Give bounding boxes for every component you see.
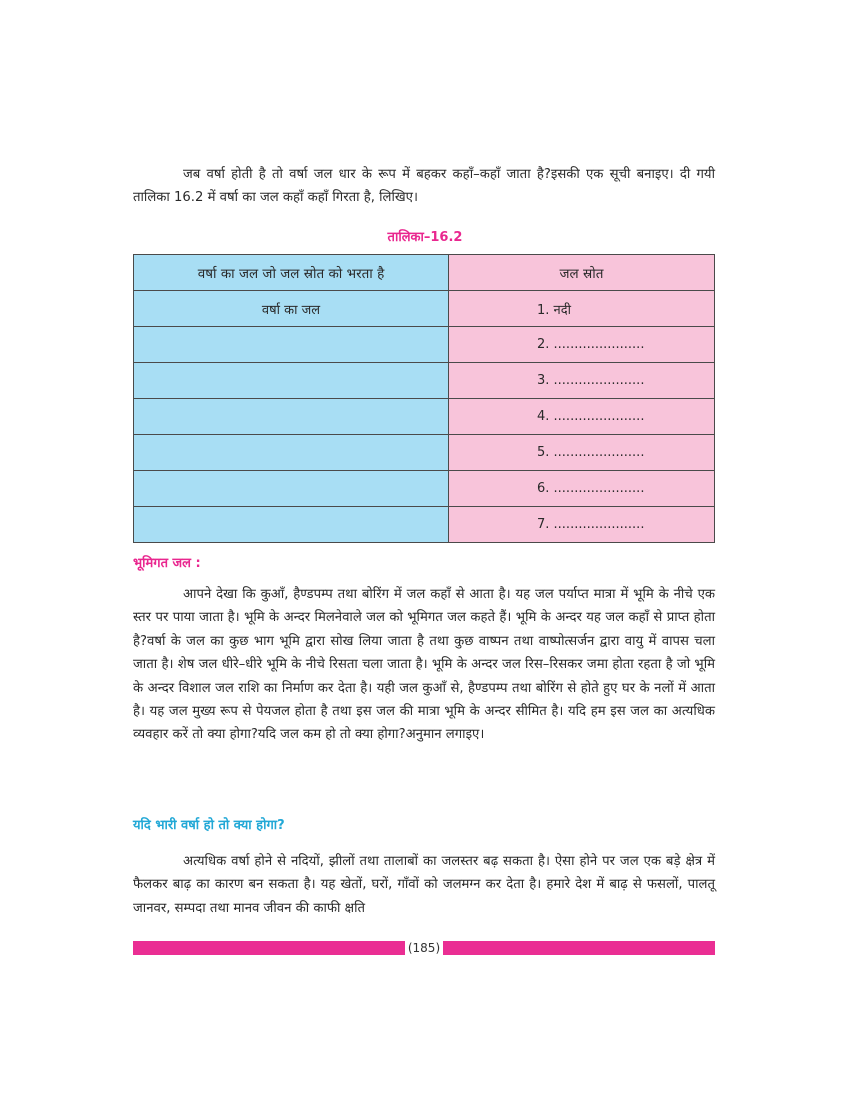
table-row: [134, 507, 715, 543]
table-header-right: जल स्रोत: [449, 255, 715, 291]
groundwater-heading: भूमिगत जल :: [133, 556, 201, 571]
table-row: [134, 399, 715, 435]
table-cell: 1. नदी: [449, 291, 715, 327]
table-cell: 6. ......................: [449, 471, 715, 507]
table-cell: [134, 399, 449, 435]
table-caption: तालिका–16.2: [387, 230, 463, 245]
table-row: [134, 363, 715, 399]
table-cell: [134, 507, 449, 543]
table-header-row: [134, 255, 715, 291]
table-cell: 4. ......................: [449, 399, 715, 435]
table-row: [134, 327, 715, 363]
table-row: [134, 471, 715, 507]
table-cell: [134, 363, 449, 399]
table-cell: 7. ......................: [449, 507, 715, 543]
water-source-table: [133, 254, 715, 543]
flood-heading: यदि भारी वर्षा हो तो क्या होगा?: [133, 818, 285, 833]
table-cell: वर्षा का जल: [134, 291, 449, 327]
intro-paragraph: जब वर्षा होती है तो वर्षा जल धार के रूप में बहकर कहाँ–कहाँ जाता है?इसकी एक सूची बनाइए। दी गयी तालिका 16.2 में वर्षा का जल कहाँ कहाँ गिरता है, लिखिए।: [133, 167, 715, 206]
page-number: (185): [407, 941, 441, 955]
table-row: [134, 291, 715, 327]
table-cell: [134, 435, 449, 471]
groundwater-paragraph: आपने देखा कि कुआँ, हैण्डपम्प तथा बोरिंग में जल कहाँ से आता है। यह जल पर्याप्त मात्रा में भूमि के नीचे एक स्तर पर पाया जाता है। भूमि के अन्दर मिलनेवाले जल को भूमिगत जल कहते हैं। भूमि के अन्दर यह जल कहाँ से प्राप्त होता है?वर्षा के जल का कुछ भाग भूमि द्वारा सोख लिया जाता है तथा कुछ वाष्पन तथा वाष्पोत्सर्जन द्वारा वायु में वापस चला जाता है। शेष जल धीरे–धीरे भूमि के नीचे रिसता चला जाता है। भूमि के अन्दर जल रिस–रिसकर जमा होता रहता है जो भूमि के अन्दर विशाल जल राशि का निर्माण कर देता है। यही जल कुआँ से, हैण्डपम्प तथा बोरिंग से होते हुए घर के नलों में आता है। यह जल मुख्य रूप से पेयजल होता है तथा इस जल की मात्रा भूमि के अन्दर सीमित है। यदि हम इस जल का अत्यधिक व्यवहार करें तो क्या होगा?यदि जल कम हो तो क्या होगा?अनुमान लगाइए।: [133, 587, 715, 743]
table-cell: [134, 471, 449, 507]
table-row: [134, 435, 715, 471]
flood-paragraph: अत्यधिक वर्षा होने से नदियों, झीलों तथा तालाबों का जलस्तर बढ़ सकता है। ऐसा होने पर जल एक बड़े क्षेत्र में फैलकर बाढ़ का कारण बन सकता है। यह खेतों, घरों, गाँवों को जलमग्न कर देता है। हमारे देश में बाढ़ से फसलों, पालतू जानवर, सम्पदा तथा मानव जीवन की काफी क्षति: [133, 854, 715, 916]
table-cell: 2. ......................: [449, 327, 715, 363]
table-cell: [134, 327, 449, 363]
footer-bar-left: [133, 941, 405, 955]
footer-bar-right: [443, 941, 715, 955]
table-cell: 5. ......................: [449, 435, 715, 471]
table-cell: 3. ......................: [449, 363, 715, 399]
table-header-left: वर्षा का जल जो जल स्रोत को भरता है: [134, 255, 449, 291]
page-footer: [133, 940, 715, 956]
